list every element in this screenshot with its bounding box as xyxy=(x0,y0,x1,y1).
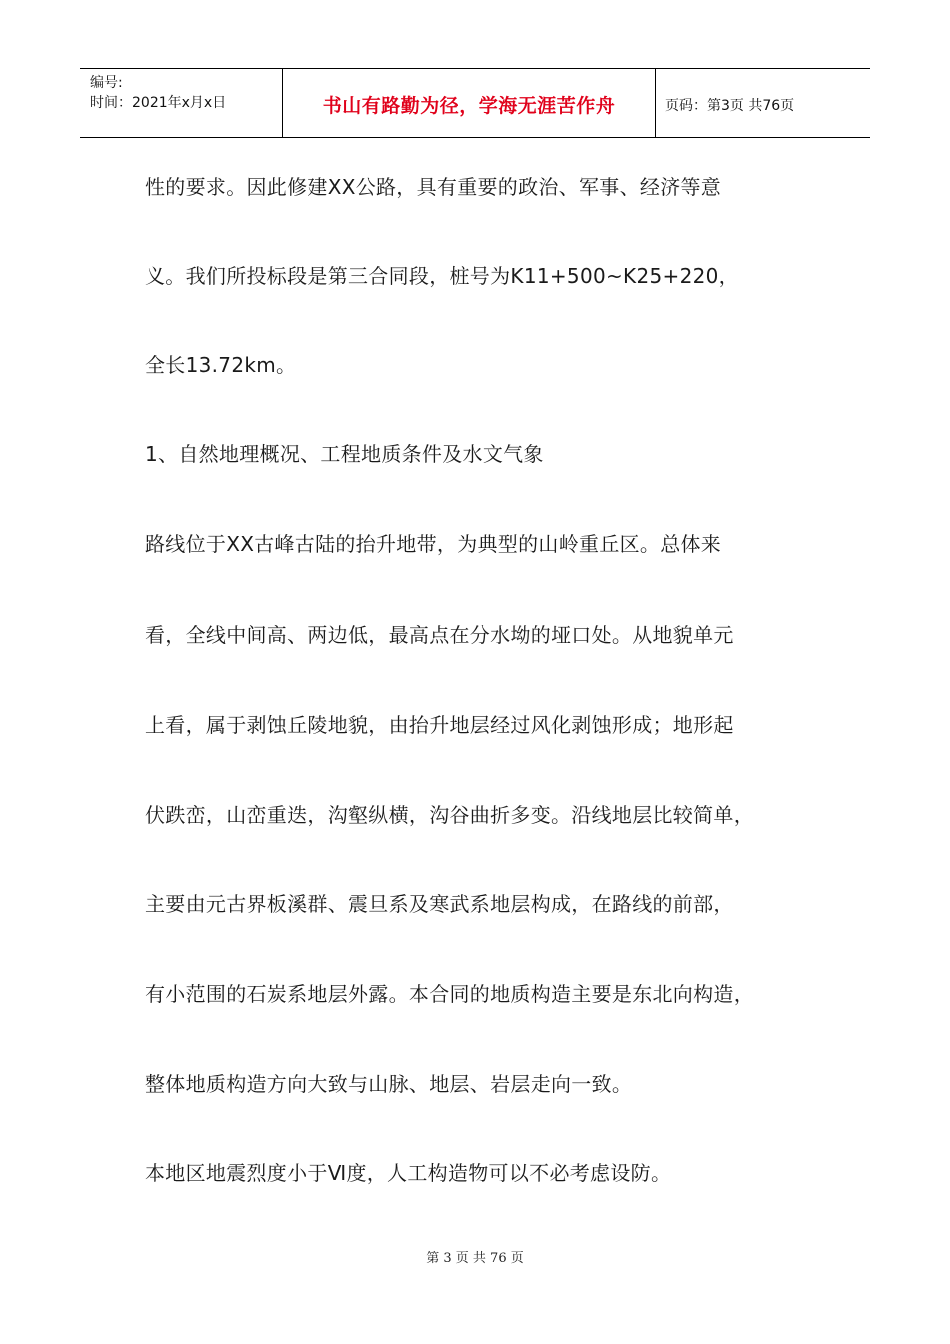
header-motto-cell xyxy=(282,69,656,137)
page-footer: 第 3 页 共 76 页 xyxy=(426,1251,524,1266)
document-header xyxy=(80,68,870,138)
body-paragraph-line: 整体地质构造方向大致与山脉、地层、岩层走向一致。 xyxy=(145,1072,633,1096)
body-paragraph-line: 路线位于XX古峰古陆的抬升地带，为典型的山岭重丘区。总体来 xyxy=(145,532,722,556)
section-heading: 1、自然地理概况、工程地质条件及水文气象 xyxy=(145,442,544,466)
body-paragraph-line: 性的要求。因此修建XX公路，具有重要的政治、军事、经济等意 xyxy=(145,175,722,199)
body-paragraph-line: 上看，属于剥蚀丘陵地貌，由抬升地层经过风化剥蚀形成；地形起 xyxy=(145,713,734,737)
body-paragraph-line: 伏跌峦，山峦重迭，沟壑纵横，沟谷曲折多变。沿线地层比较简单， xyxy=(145,803,754,827)
document-number-label: 编号: xyxy=(90,75,123,91)
body-paragraph-line: 全长13.72km。 xyxy=(145,353,297,377)
document-date: 时间：2021年x月x日 xyxy=(90,95,227,111)
body-paragraph-line: 主要由元古界板溪群、震旦系及寒武系地层构成，在路线的前部， xyxy=(145,892,734,916)
header-motto: 书山有路勤为径，学海无涯苦作舟 xyxy=(322,95,616,117)
body-paragraph-line: 看，全线中间高、两边低，最高点在分水坳的垭口处。从地貌单元 xyxy=(145,623,734,647)
body-paragraph-line: 义。我们所投标段是第三合同段，桩号为K11+500~K25+220， xyxy=(145,264,739,288)
body-paragraph-line: 本地区地震烈度小于Ⅵ度，人工构造物可以不必考虑设防。 xyxy=(145,1161,672,1185)
header-page-cell xyxy=(655,69,870,137)
header-page-info: 页码：第3页 共76页 xyxy=(665,98,795,114)
header-meta-cell xyxy=(80,69,282,137)
body-paragraph-line: 有小范围的石炭系地层外露。本合同的地质构造主要是东北向构造， xyxy=(145,982,754,1006)
